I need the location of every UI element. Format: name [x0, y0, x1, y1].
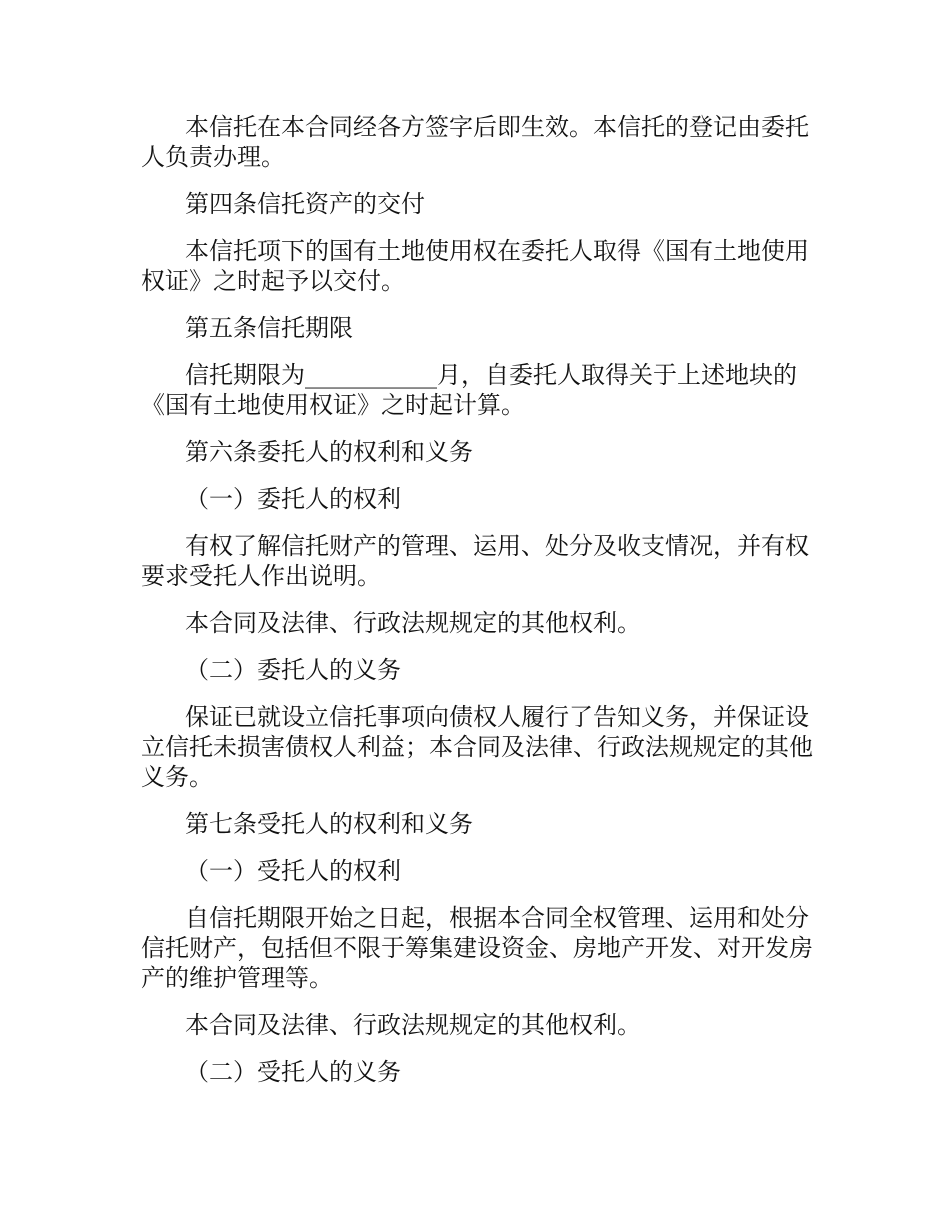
heading-article-6: 第六条委托人的权利和义务 [185, 438, 473, 466]
paragraph-trustee-right-2: 本合同及法律、行政法规规定的其他权利。 [185, 1011, 641, 1039]
paragraph-trustee-right-1: 自信托期限开始之日起，根据本合同全权管理、运用和处分信托财产，包括但不限于筹集建设资金、房地产开发、对开发房产的维护管理等。 [141, 904, 813, 992]
heading-article-7: 第七条受托人的权利和义务 [185, 810, 473, 838]
paragraph-effectiveness: 本信托在本合同经各方签字后即生效。本信托的登记由委托人负责办理。 [141, 113, 809, 171]
heading-article-4: 第四条信托资产的交付 [185, 190, 425, 218]
subheading-trustee-rights: （一）受托人的权利 [185, 857, 401, 885]
subheading-settlor-obligations: （二）委托人的义务 [185, 656, 401, 684]
subheading-trustee-obligations: （二）受托人的义务 [185, 1058, 401, 1086]
paragraph-settlor-obligations: 保证已就设立信托事项向债权人履行了告知义务，并保证设立信托未损害债权人利益；本合同及法律、行政法规规定的其他义务。 [141, 703, 813, 791]
paragraph-settlor-right-2: 本合同及法律、行政法规规定的其他权利。 [185, 609, 641, 637]
heading-article-5: 第五条信托期限 [185, 314, 353, 342]
document-body [141, 112, 813, 1104]
paragraph-trust-term: 信托期限为___________月，自委托人取得关于上述地块的《国有土地使用权证》之时起计算。 [141, 361, 797, 419]
paragraph-delivery: 本信托项下的国有土地使用权在委托人取得《国有土地使用权证》之时起予以交付。 [141, 237, 809, 295]
paragraph-settlor-right-1: 有权了解信托财产的管理、运用、处分及收支情况，并有权要求受托人作出说明。 [141, 532, 809, 590]
subheading-settlor-rights: （一）委托人的权利 [185, 485, 401, 513]
